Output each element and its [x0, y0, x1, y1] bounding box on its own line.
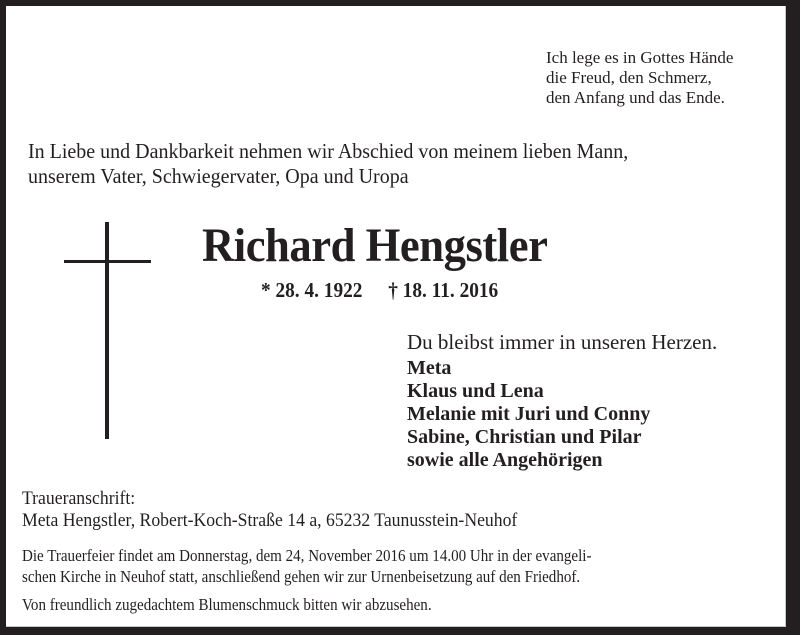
obituary-notice [6, 6, 786, 627]
ceremony-line: Die Trauerfeier findet am Donnerstag, dem 24, November 2016 um 14.00 Uhr in der evangeli- [22, 546, 592, 565]
mourner: sowie alle Angehörigen [407, 449, 603, 471]
intro-text [28, 139, 628, 189]
life-dates [261, 277, 498, 303]
poem-line: den Anfang und das Ende. [546, 88, 725, 107]
flowers-note: Von freundlich zugedachtem Blumenschmuck bitten wir abzusehen. [22, 595, 432, 614]
ceremony-info [22, 545, 591, 587]
intro-line: unserem Vater, Schwiegervater, Opa und Uropa [28, 164, 409, 188]
mourner: Meta [407, 357, 452, 379]
address-label: Traueranschrift: [22, 488, 136, 509]
closing-motto: Du bleibst immer in unseren Herzen. [407, 330, 718, 354]
birth-date: * 28. 4. 1922 [261, 278, 363, 302]
mourner: Melanie mit Juri und Conny [407, 403, 651, 425]
poem-line: die Freud, den Schmerz, [546, 68, 712, 87]
mourner: Klaus und Lena [407, 380, 544, 402]
cross-vertical-bar [105, 222, 109, 439]
poem-line: Ich lege es in Gottes Hände [546, 48, 734, 67]
intro-line: In Liebe und Dankbarkeit nehmen wir Abschied von meinem lieben Mann, [28, 139, 629, 163]
cross-horizontal-bar [64, 260, 151, 263]
death-date: † 18. 11. 2016 [388, 278, 499, 302]
mourners-list [407, 357, 650, 472]
mourner: Sabine, Christian und Pilar [407, 426, 642, 448]
deceased-name: Richard Hengstler [202, 219, 548, 272]
poem-verse [546, 48, 733, 108]
mourning-address [22, 488, 517, 532]
ceremony-line: schen Kirche in Neuhof statt, anschließend gehen wir zur Urnenbeisetzung auf den Friedhof. [22, 567, 581, 586]
address-value: Meta Hengstler, Robert-Koch-Straße 14 a, 65232 Taunusstein-Neuhof [22, 510, 518, 531]
